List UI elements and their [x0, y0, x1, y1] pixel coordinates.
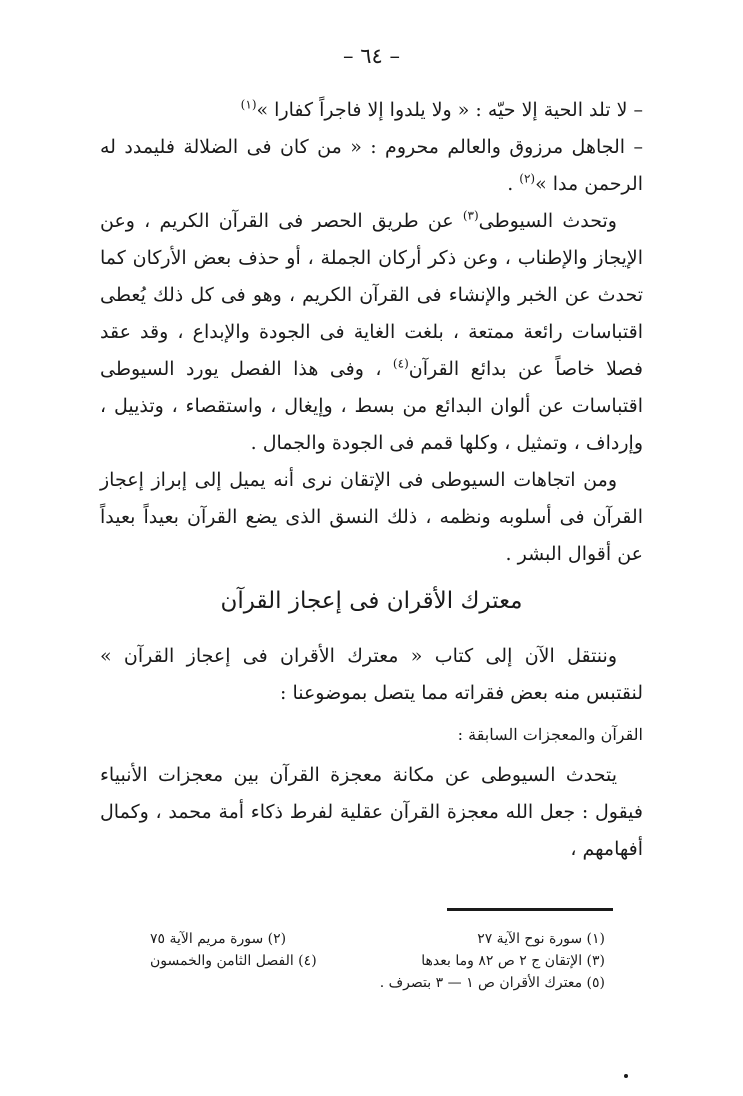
- footnote-2: (٢) سورة مريم الآية ٧٥: [150, 931, 287, 947]
- footnote-5: (٥) معترك الأقران ص ١ — ٣ بتصرف .: [379, 975, 605, 991]
- paragraph-miracles: يتحدث السيوطى عن مكانة معجزة القرآن بين معجزات الأنبياء فيقول : جعل الله معجزة القرآن عقلية لفرط ذكاء أمة محمد ، وكمال أفهامهم ،: [100, 764, 643, 860]
- paragraph-proverb-1: [100, 92, 643, 129]
- page-number: – ٦٤ –: [343, 44, 400, 68]
- footnote-ref-1: (١): [240, 97, 257, 112]
- footnote-divider: [447, 908, 613, 911]
- paragraph-itqan-trends: ومن اتجاهات السيوطى فى الإتقان نرى أنه يميل إلى إبراز إعجاز القرآن فى أسلوبه ونظمه ، ذلك النسق الذى يضع القرآن بعيداً بعيداً عن أقوال البشر .: [100, 469, 643, 565]
- footnote-ref-2: (٢): [519, 171, 536, 186]
- suyuti-styles-part-a: وتحدث السيوطى: [478, 210, 617, 232]
- proverb-2-text: – الجاهل مرزوق والعالم محروم : « من كان فى الضلالة فليمدد له الرحمن مدا »: [100, 136, 643, 195]
- footnote-row: [150, 928, 605, 950]
- footnotes: [150, 928, 605, 994]
- suyuti-styles-part-c: ، وفى هذا الفصل يورد السيوطى اقتباسات عن ألوان البدائع من بسط ، وإيغال ، واستقصاء ، وتذييل ، وإرداف ، وتمثيل ، وكلها قمم فى الجودة والجمال .: [100, 358, 643, 454]
- paragraph-proverb-2: – الجاهل مرزوق والعالم محروم : « من كان فى الضلالة فليمدد له الرحمن مدا »$^{(٢)}$ .: [100, 136, 643, 195]
- footnote-1: (١) سورة نوح الآية ٢٧: [477, 931, 605, 947]
- section-heading: معترك الأقران فى إعجاز القرآن: [220, 588, 523, 614]
- footnote-ref-4: (٤): [392, 356, 409, 371]
- body-text: [100, 92, 643, 868]
- paragraph-muatarak-intro: وننتقل الآن إلى كتاب « معترك الأقران فى إعجاز القرآن » لنقتبس منه بعض فقراته مما يتصل بموضوعنا :: [100, 645, 643, 704]
- sub-heading: القرآن والمعجزات السابقة :: [457, 725, 643, 744]
- footnote-ref-3: (٣): [462, 208, 479, 223]
- footnote-4: (٤) الفصل الثامن والخمسون: [150, 953, 317, 969]
- footnote-row: [150, 972, 605, 994]
- ink-dot: [624, 1074, 628, 1078]
- proverb-1-text: – لا تلد الحية إلا حيّه : « ولا يلدوا إلا فاجراً كفارا »: [256, 99, 643, 121]
- footnote-3: (٣) الإتقان ج ٢ ص ٨٢ وما بعدها: [421, 953, 605, 969]
- suyuti-styles-part-b: عن طريق الحصر فى القرآن الكريم ، وعن الإيجاز والإطناب ، وعن ذكر أركان الجملة ، أو حذف بعض الأركان كما تحدث عن الخبر والإنشاء فى القرآن الكريم ، وهو فى كل ذلك يُعطى اقتباسات رائعة ممتعة ، بلغت الغاية فى الجودة والإبداع ، وقد عقد فصلا خاصاً عن بدائع القرآن: [100, 210, 643, 380]
- paragraph-suyuti-styles: [100, 203, 643, 462]
- footnote-row: [150, 950, 605, 972]
